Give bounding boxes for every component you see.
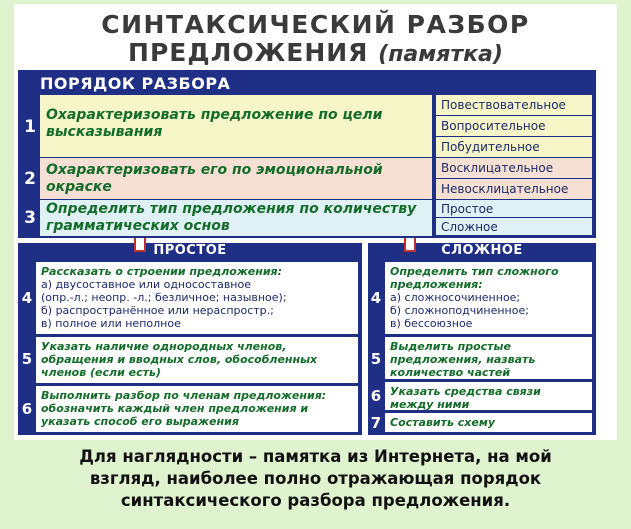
step-row-3 [22,200,592,236]
item-line: а) сложносочиненное; [390,291,521,304]
simple-item-members [36,386,358,432]
option-item: Восклицательное [436,158,592,178]
step-options [436,200,592,236]
option-item: Простое [436,200,592,217]
caption-line: синтаксического разбора предложения. [120,491,511,510]
order-header: ПОРЯДОК РАЗБОРА [40,74,231,93]
simple-step-number: 6 [21,400,33,418]
simple-step-number: 4 [21,289,33,307]
item-lead: Составить схему [390,416,496,429]
item-lead: Указать средства связи между ними [390,385,541,410]
item-lead: Выделить простые предложения, назвать количество частей [390,340,536,379]
step-number: 3 [24,208,36,228]
poster-title-word: ПРЕДЛОЖЕНИЯ [128,38,369,67]
complex-item-parts [385,337,592,379]
item-line: в) бессоюзное [390,317,473,330]
simple-header: ПРОСТОЕ [18,243,362,259]
complex-marker-icon [404,238,416,252]
item-line: (опр.-л.; неопр. -л.; безличное; назывное); [41,291,287,304]
step-question: Охарактеризовать его по эмоциональной окраске [40,158,432,199]
caption-line: Для наглядности – памятка из Интернета, на мой [79,447,552,466]
option-item: Побудительное [436,137,592,157]
step-row-2 [22,158,592,199]
item-lead: Определить тип сложного предложения: [390,265,559,291]
complex-item-scheme [385,413,592,432]
caption-line: взгляд, наиболее полно отражающая порядок [89,469,542,488]
step-number: 1 [24,117,36,137]
complex-step-number: 7 [370,414,382,432]
item-line: б) сложноподчиненное; [390,304,529,317]
item-line: а) двусоставное или односоставное [41,278,251,291]
simple-item-homogeneous [36,337,358,383]
complex-item-links [385,382,592,410]
option-item: Вопросительное [436,116,592,136]
complex-step-number: 6 [370,387,382,405]
option-item: Сложное [436,218,592,235]
item-lead: Выполнить разбор по членам предложения: обозначить каждый член предложения и указать способ его выражения [41,389,327,428]
simple-item-structure [36,262,358,334]
step-row-1 [22,95,592,157]
item-line: в) полное или неполное [41,317,181,330]
step-question: Охарактеризовать предложение по цели высказывания [40,95,432,157]
step-question: Определить тип предложения по количеству грамматических основ [40,200,432,236]
complex-step-number: 5 [370,350,382,368]
step-options [436,95,592,158]
simple-step-number: 5 [21,350,33,368]
item-lead: Указать наличие однородных членов, обращения и вводных слов, обособленных членов (если есть) [41,340,318,379]
step-options [436,158,592,200]
item-line: б) распространённое или нераспростр.; [41,304,274,317]
poster-title-line2 [14,38,617,67]
poster-title-line1: СИНТАКСИЧЕСКИЙ РАЗБОР [101,10,530,39]
complex-step-number: 4 [370,289,382,307]
item-lead: Рассказать о строении предложения: [41,265,283,278]
caption [0,446,631,512]
step-number: 2 [24,169,36,189]
simple-marker-icon [134,238,146,252]
poster-title-paren: (памятка) [378,42,503,67]
option-item: Невосклицательное [436,179,592,199]
complex-header: СЛОЖНОЕ [368,243,596,259]
complex-item-type [385,262,592,334]
option-item: Повествовательное [436,95,592,115]
